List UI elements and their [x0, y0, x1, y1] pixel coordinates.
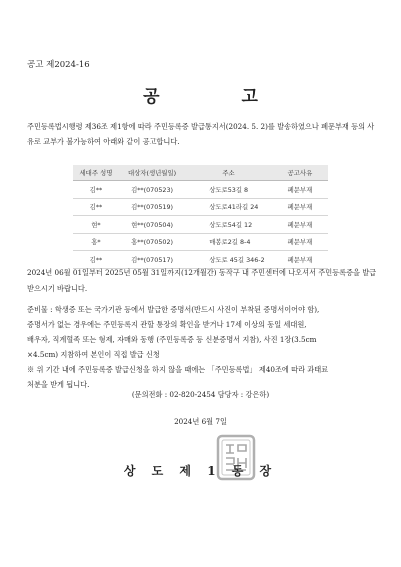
table-row	[73, 198, 328, 216]
table-cell: 상도로53길 8	[185, 181, 272, 199]
table-header-row	[73, 165, 328, 181]
table-cell: 매봉로2길 8-4	[185, 233, 272, 251]
column-header: 주소	[185, 165, 272, 181]
table-cell: 김**(070519)	[119, 198, 185, 216]
page-title: 공 고	[143, 87, 296, 107]
contact-info: (문의전화 : 02-820-2454 담당자 : 강은하)	[131, 390, 270, 399]
notice-table	[73, 165, 328, 269]
table-cell: 김**	[73, 251, 119, 269]
table-cell: 폐문부재	[272, 216, 328, 234]
office-name: 상 도 제 1 동 장	[123, 464, 278, 478]
table-cell: 현**(070504)	[119, 216, 185, 234]
issuance-period: 2024년 06월 01일부터 2025년 05월 31일까지(12개월간) 동작구 내 주민센터에 나오셔서 주민등록증을 발급 받으시기 바랍니다.	[27, 268, 377, 293]
prep-line: 증명서가 없는 경우에는 주민등록지 관할 통장의 확인을 받거나 17세 이상의 동일 세대원,	[27, 320, 307, 329]
preparation-notes	[27, 302, 379, 392]
table-row	[73, 233, 328, 251]
table-cell: 상도로 45길 346-2	[185, 251, 272, 269]
prep-line: 준비물 : 학생증 또는 국가기관 등에서 발급한 증명서(반드시 사진이 부착된 증명서이어야 함),	[27, 305, 320, 314]
column-header: 대상자(생년월일)	[119, 165, 185, 181]
table-cell: 김**	[73, 198, 119, 216]
column-header: 세대주 성명	[73, 165, 119, 181]
table-cell: 현*	[73, 216, 119, 234]
column-header: 공고사유	[272, 165, 328, 181]
table-cell: 홍**(070502)	[119, 233, 185, 251]
prep-line: ※ 위 기간 내에 주민등록증 발급신청을 하지 않을 때에는 「주민등록법」 제40조에 따라 과태료	[27, 365, 329, 374]
table-cell: 김**(070523)	[119, 181, 185, 199]
table-cell: 상도로54길 12	[185, 216, 272, 234]
table-cell: 김**	[73, 181, 119, 199]
notice-date: 2024년 6월 7일	[174, 417, 227, 426]
prep-line: 처분을 받게 됩니다.	[27, 380, 90, 389]
table-cell: 폐문부재	[272, 181, 328, 199]
table-cell: 폐문부재	[272, 233, 328, 251]
table-row	[73, 216, 328, 234]
table-cell: 김**(070517)	[119, 251, 185, 269]
intro-paragraph: 주민등록법시행령 제36조 제1항에 따라 주민등록증 발급통지서(2024. 5. 2)를 발송하였으나 폐문부재 등의 사유로 교부가 불가능하여 아래와 같이 공고합니다.	[27, 122, 375, 146]
table-cell: 상도로41라길 24	[185, 198, 272, 216]
table-cell: 폐문부재	[272, 198, 328, 216]
prep-line: 배우자, 직계혈족 또는 형제, 자매와 동행 (주민등록증 등 신분증명서 지참), 사진 1장(3.5cm	[27, 335, 317, 344]
table-cell: 홍*	[73, 233, 119, 251]
table-row	[73, 181, 328, 199]
document-number: 공고 제2024-16	[27, 60, 90, 70]
prep-line: ×4.5cm) 지참하여 본인이 직접 발급 신청	[27, 350, 160, 359]
table-cell: 폐문부재	[272, 251, 328, 269]
